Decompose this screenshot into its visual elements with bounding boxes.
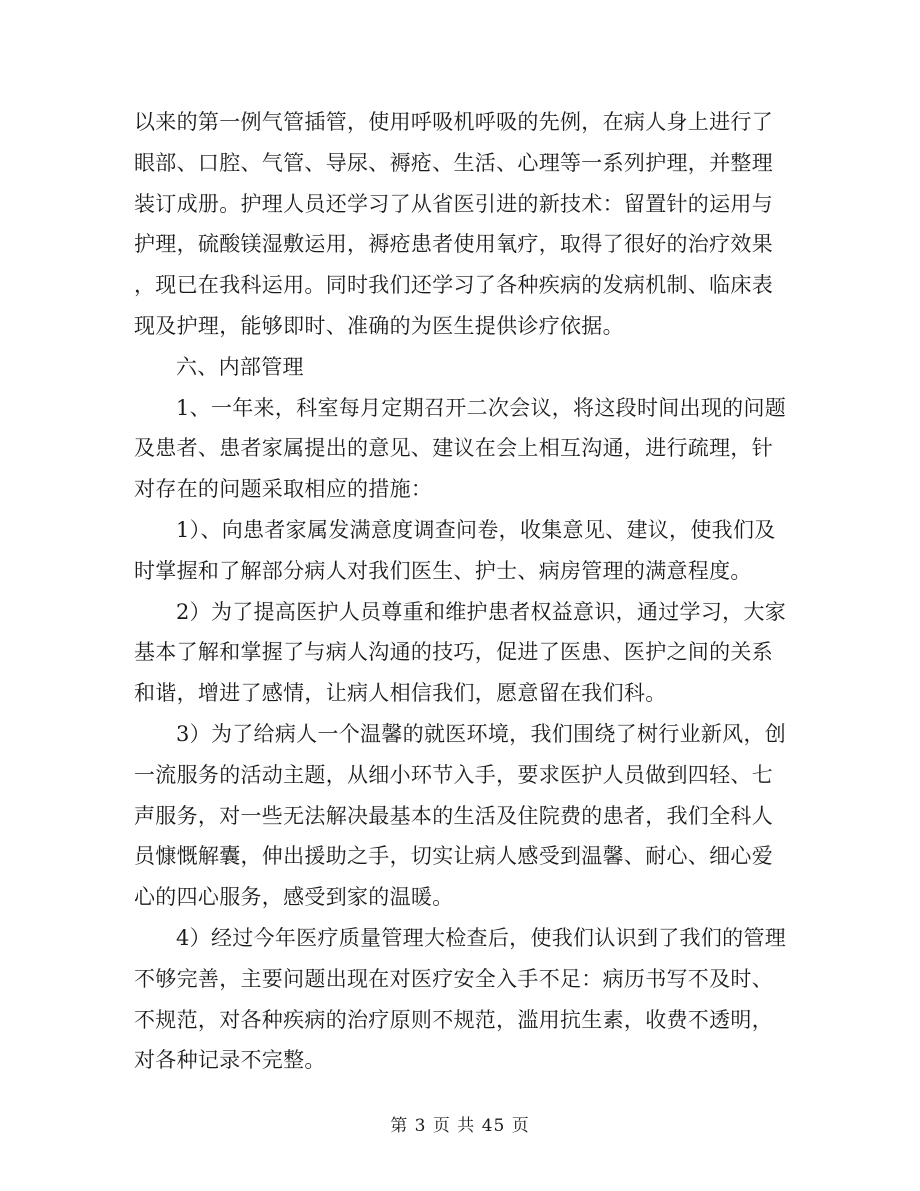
text-line: 一流服务的活动主题，从细小环节入手，要求医护人员做到四轻、七: [134, 762, 773, 787]
text-line: 4）经过今年医疗质量管理大检查后，使我们认识到了我们的管理: [176, 925, 787, 950]
text-line: 基本了解和掌握了与病人沟通的技巧，促进了医患、医护之间的关系: [134, 640, 773, 665]
text-line: 时掌握和了解部分病人对我们医生、护士、病房管理的满意程度。: [134, 558, 752, 583]
text-line: 眼部、口腔、气管、导尿、褥疮、生活、心理等一系列护理，并整理: [134, 150, 773, 175]
text-line: 3）为了给病人一个温馨的就医环境，我们围绕了树行业新风，创: [176, 721, 787, 746]
text-line: 1）、向患者家属发满意度调查问卷，收集意见、建议，使我们及: [176, 517, 776, 542]
text-line: 不够完善，主要问题出现在对医疗安全入手不足：病历书写不及时、: [134, 966, 773, 991]
section-heading: 六、内部管理: [176, 354, 304, 379]
text-line: 声服务，对一些无法解决最基本的生活及住院费的患者，我们全科人: [134, 803, 773, 828]
text-line: 不规范，对各种疾病的治疗原则不规范，滥用抗生素，收费不透明，: [134, 1007, 773, 1032]
text-line: ，现已在我科运用。同时我们还学习了各种疾病的发病机制、临床表: [134, 273, 773, 298]
text-line: 1、一年来，科室每月定期召开二次会议，将这段时间出现的问题: [176, 395, 787, 420]
text-line: 2）为了提高医护人员尊重和维护患者权益意识，通过学习，大家: [176, 599, 787, 624]
text-line: 护理，硫酸镁湿敷运用，褥疮患者使用氧疗，取得了很好的治疗效果: [134, 232, 773, 257]
text-line: 对各种记录不完整。: [134, 1048, 326, 1073]
text-line: 员慷慨解囊，伸出援助之手，切实让病人感受到温馨、耐心、细心爱: [134, 844, 773, 869]
text-line: 心的四心服务，感受到家的温暖。: [134, 885, 454, 910]
page-number-footer: 第 3 页 共 45 页: [390, 1116, 530, 1136]
text-line: 装订成册。护理人员还学习了从省医引进的新技术：留置针的运用与: [134, 191, 773, 216]
body-text: [134, 102, 787, 1081]
text-line: 现及护理，能够即时、准确的为医生提供诊疗依据。: [134, 313, 624, 338]
text-line: 及患者、患者家属提出的意见、建议在会上相互沟通，进行疏理，针: [134, 436, 773, 461]
text-line: 和谐，增进了感情，让病人相信我们，愿意留在我们科。: [134, 681, 667, 706]
text-line: 以来的第一例气管插管，使用呼吸机呼吸的先例，在病人身上进行了: [134, 110, 773, 134]
text-line: 对存在的问题采取相应的措施：: [134, 477, 433, 502]
